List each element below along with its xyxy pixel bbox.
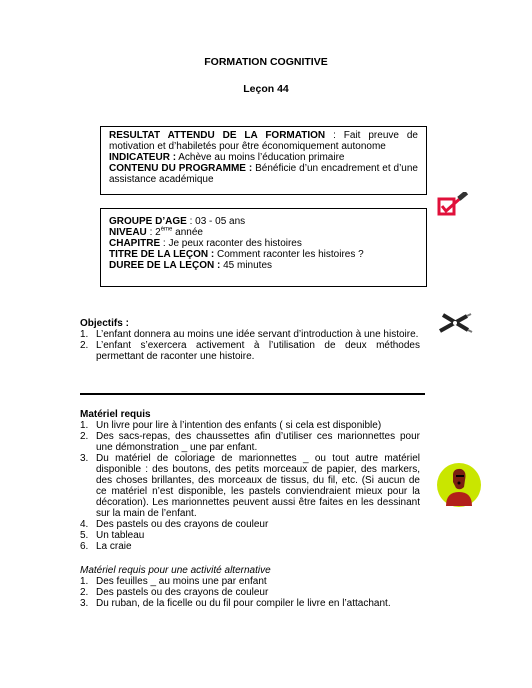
list-item: 2. L’enfant s’exercera activement à l’utilisation de deux méthodes permettant de raconter une histoire.: [80, 340, 420, 362]
groupe-text: : 03 - 05 ans: [186, 216, 246, 227]
titre-line: [109, 249, 418, 260]
contenu-line: [109, 163, 418, 185]
duree-text: 45 minutes: [220, 260, 273, 271]
alternative-list: [80, 576, 420, 609]
niveau-sup: ème: [160, 226, 173, 233]
contenu-text: Bénéficie d’un encadrement et d’une assistance académique: [109, 163, 418, 185]
crossed-pencils-icon: [437, 311, 473, 335]
niveau-line: [109, 227, 418, 238]
niveau-pre: : 2: [146, 227, 161, 238]
lesson-details-box: [100, 208, 427, 287]
list-item: 4. Des pastels ou des crayons de couleur: [80, 519, 269, 530]
contenu-label: CONTENU DU PROGRAMME :: [109, 163, 253, 174]
niveau-post: année: [172, 227, 203, 238]
objectifs-list: [80, 329, 420, 362]
groupe-line: [109, 216, 418, 227]
groupe-label: GROUPE D’AGE: [109, 216, 187, 227]
materiel-heading: Matériel requis: [80, 409, 151, 420]
resultat-text: : Fait preuve de motivation et d’habiletés pour être économiquement autonome: [109, 130, 418, 152]
list-item: 1. Un livre pour lire à l’intention des enfants ( si cela est disponible): [80, 420, 382, 431]
person-icon: [436, 462, 482, 508]
duree-line: [109, 260, 418, 271]
objectifs-heading: Objectifs :: [80, 318, 129, 329]
section-divider: [80, 393, 425, 395]
chapitre-text: : Je peux raconter des histoires: [160, 238, 302, 249]
list-item: 1. Des feuilles _ au moins une par enfant: [80, 576, 267, 587]
document-title: FORMATION COGNITIVE: [204, 56, 328, 68]
list-item: 2. Des pastels ou des crayons de couleur: [80, 587, 269, 598]
duree-label: DUREE DE LA LEÇON :: [109, 260, 221, 271]
chapitre-label: CHAPITRE: [109, 238, 161, 249]
list-item: 3. Du matériel de coloriage de marionnettes _ ou tout autre matériel disponible : des boutons, des petits morceaux de papier, des markers, des choses brillantes, des morceaux de tissus, du fil, etc. (Si aucun de ce matériel n’est disponible, les pastels conviendraient mieux pour la décoration). Les marionnettes peuvent aussi être faites en les dessinant sur la main de l’enfant.: [80, 453, 420, 519]
list-item: 1. L’enfant donnera au moins une idée servant d’introduction à une histoire.: [80, 329, 419, 340]
checkbox-pencil-icon: [436, 192, 470, 218]
indicateur-text: Achève au moins l’éducation primaire: [176, 152, 345, 163]
niveau-label: NIVEAU: [109, 227, 147, 238]
resultat-label: RESULTAT ATTENDU DE LA FORMATION: [109, 130, 326, 141]
materiel-list: [80, 420, 420, 552]
chapitre-line: [109, 238, 418, 249]
list-item: 2. Des sacs-repas, des chaussettes afin d’utiliser ces marionnettes pour une démonstration _ une par enfant.: [80, 431, 420, 453]
list-item: 3. Du ruban, de la ficelle ou du fil pour compiler le livre en l’attachant.: [80, 598, 391, 609]
training-outcome-box: [100, 126, 427, 195]
alternative-heading: Matériel requis pour une activité alternative: [80, 565, 271, 576]
resultat-line: [109, 130, 418, 152]
titre-label: TITRE DE LA LEÇON :: [109, 249, 215, 260]
indicateur-label: INDICATEUR :: [109, 152, 177, 163]
indicateur-line: [109, 152, 418, 163]
titre-text: Comment raconter les histoires ?: [214, 249, 364, 260]
lesson-number: Leçon 44: [243, 83, 289, 95]
list-item: 6. La craie: [80, 541, 132, 552]
list-item: 5. Un tableau: [80, 530, 145, 541]
